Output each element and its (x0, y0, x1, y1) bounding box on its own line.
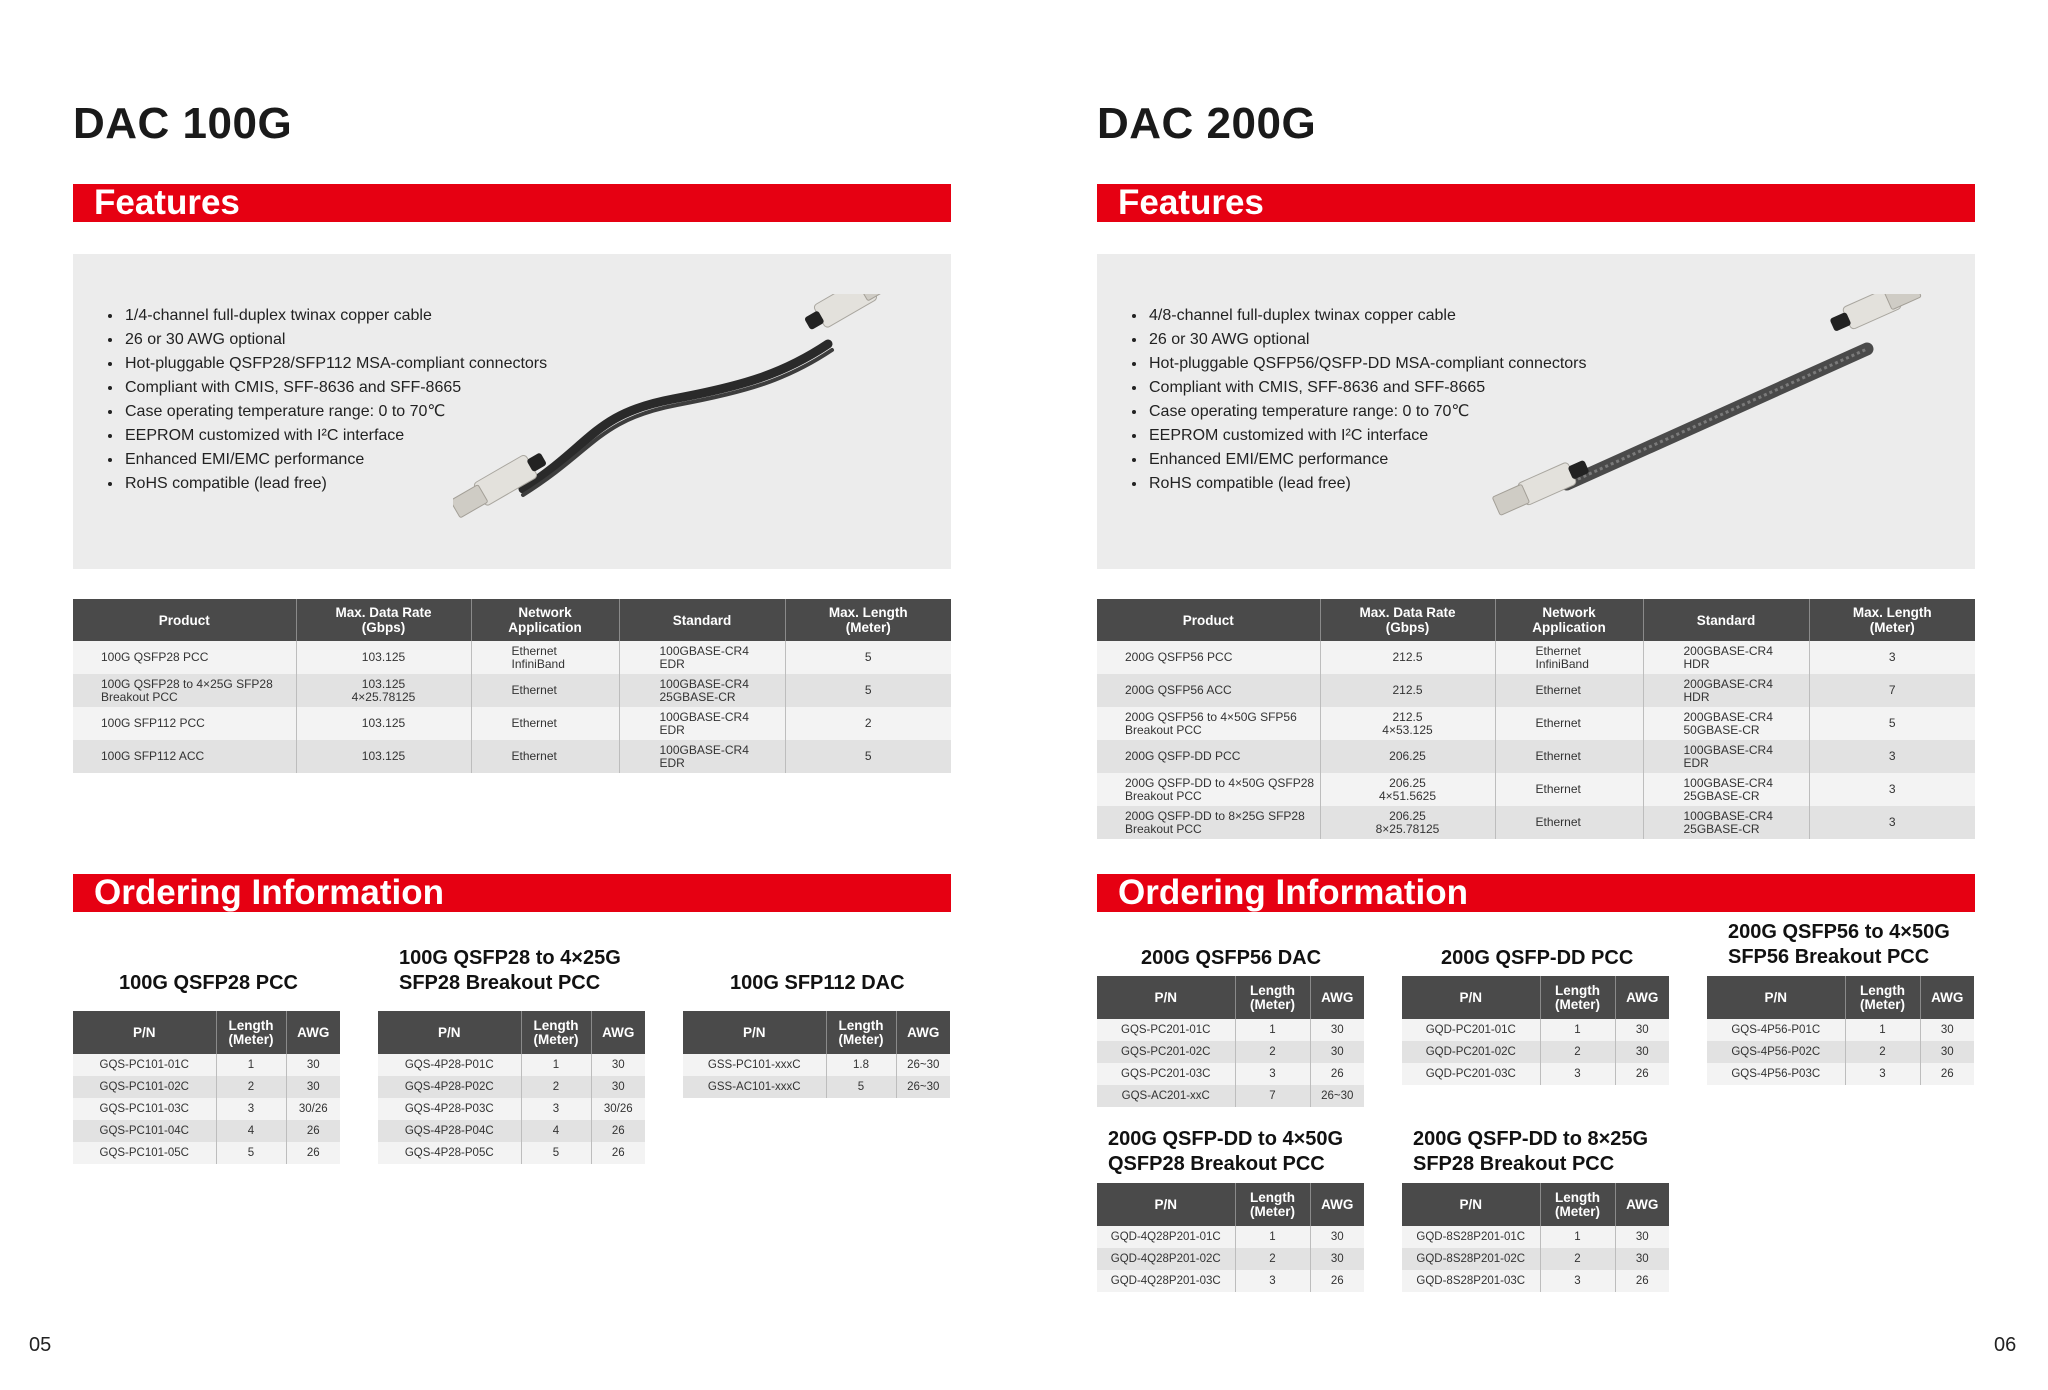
feature-item: • Enhanced EMI/EMC performance (1147, 448, 1587, 472)
table-cell: 100G SFP112 PCC (73, 707, 296, 740)
spec-table-100g (73, 599, 951, 773)
table-cell: Ethernet (1495, 773, 1643, 806)
ordering-body (378, 1054, 645, 1164)
table-row (378, 1098, 645, 1120)
table-cell: Ethernet (471, 674, 619, 707)
table-cell: 30/26 (591, 1098, 645, 1120)
table-cell: 100GBASE-CR4 EDR (619, 707, 785, 740)
table-cell: 200G QSFP-DD to 4×50G QSFP28 Breakout PCC (1097, 773, 1320, 806)
table-row (1402, 1041, 1669, 1063)
table-row (1097, 1270, 1364, 1292)
table-cell: GQS-PC201-03C (1097, 1063, 1235, 1085)
feature-item: • Hot-pluggable QSFP28/SFP112 MSA-compliant connectors (123, 352, 547, 376)
table-cell: GQS-PC101-03C (73, 1098, 216, 1120)
table-cell: GQD-4Q28P201-02C (1097, 1248, 1235, 1270)
table-cell: 26 (591, 1120, 645, 1142)
column-header: Product (73, 599, 296, 641)
table-cell: 2 (521, 1076, 591, 1098)
table-cell: 5 (216, 1142, 286, 1164)
table-cell: 206.25 8×25.78125 (1320, 806, 1495, 839)
table-cell: 1.8 (826, 1054, 896, 1076)
column-header: AWG (286, 1011, 340, 1054)
table-cell: 100GBASE-CR4 25GBASE-CR (619, 674, 785, 707)
table-row (1097, 707, 1975, 740)
column-header: AWG (896, 1011, 950, 1054)
table-cell: 26 (286, 1120, 340, 1142)
table-cell: GQS-PC101-04C (73, 1120, 216, 1142)
table-cell: Ethernet (1495, 740, 1643, 773)
table-cell: 3 (1809, 641, 1975, 674)
table-cell: GQS-4P28-P04C (378, 1120, 521, 1142)
table-cell: GSS-PC101-xxxC (683, 1054, 826, 1076)
ordering-title-qsfp28-pcc: 100G QSFP28 PCC (119, 972, 298, 994)
page-title: DAC 100G (73, 99, 293, 148)
table-cell: GQD-PC201-03C (1402, 1063, 1540, 1085)
ordering-title-qsfp56-dac: 200G QSFP56 DAC (1141, 947, 1322, 969)
feature-item: • Compliant with CMIS, SFF-8636 and SFF-8665 (1147, 376, 1587, 400)
table-row (1402, 1226, 1669, 1248)
ordering-header-row (378, 1011, 645, 1054)
table-cell: 200G QSFP56 PCC (1097, 641, 1320, 674)
page-number: 05 (29, 1334, 52, 1356)
table-cell: 26 (1920, 1063, 1974, 1085)
table-cell: 30 (1920, 1019, 1974, 1041)
ordering-table-qsfp28-pcc (73, 1011, 340, 1164)
table-cell: GQS-4P56-P01C (1707, 1019, 1845, 1041)
table-cell: 3 (521, 1098, 591, 1120)
ordering-title-qsfpdd-8x25g: 200G QSFP-DD to 8×25G SFP28 Breakout PCC (1413, 1128, 1649, 1175)
table-cell: 1 (1845, 1019, 1920, 1041)
table-cell: GQS-4P56-P03C (1707, 1063, 1845, 1085)
ordering-table-qsfp56-dac (1097, 976, 1364, 1107)
feature-item: • Enhanced EMI/EMC performance (123, 448, 547, 472)
table-cell: 103.125 (296, 641, 471, 674)
column-header: Standard (1643, 599, 1809, 641)
table-cell: 1 (216, 1054, 286, 1076)
table-cell: 4 (521, 1120, 591, 1142)
ordering-table-qsfpdd-4x50g (1097, 1183, 1364, 1292)
table-cell: 5 (785, 641, 951, 674)
column-header: Length (Meter) (1540, 1183, 1615, 1226)
column-header: AWG (1920, 976, 1974, 1019)
column-header: Network Application (471, 599, 619, 641)
column-header: AWG (1310, 976, 1364, 1019)
table-cell: Ethernet InfiniBand (471, 641, 619, 674)
features-panel (73, 254, 951, 569)
table-cell: 1 (521, 1054, 591, 1076)
table-row (1097, 773, 1975, 806)
table-cell: 200GBASE-CR4 HDR (1643, 641, 1809, 674)
table-row (1402, 1063, 1669, 1085)
table-cell: 30 (591, 1076, 645, 1098)
column-header: P/N (1402, 1183, 1540, 1226)
table-row (1097, 1248, 1364, 1270)
table-cell: 3 (1809, 740, 1975, 773)
feature-item: • EEPROM customized with I²C interface (123, 424, 547, 448)
column-header: P/N (378, 1011, 521, 1054)
feature-item: • Hot-pluggable QSFP56/QSFP-DD MSA-compliant connectors (1147, 352, 1587, 376)
table-cell: 3 (1235, 1063, 1310, 1085)
table-cell: 3 (1540, 1270, 1615, 1292)
table-row (1707, 1041, 1974, 1063)
table-row (683, 1054, 950, 1076)
column-header: Product (1097, 599, 1320, 641)
table-cell: GQD-8S28P201-01C (1402, 1226, 1540, 1248)
ordering-body (1097, 1226, 1364, 1292)
table-cell: 2 (1845, 1041, 1920, 1063)
page-right (1024, 0, 2048, 1390)
table-cell: Ethernet (1495, 707, 1643, 740)
table-cell: 3 (1845, 1063, 1920, 1085)
ordering-body (1707, 1019, 1974, 1085)
ordering-body (1402, 1226, 1669, 1292)
table-row (1097, 806, 1975, 839)
table-row (1097, 674, 1975, 707)
table-cell: 26 (1310, 1270, 1364, 1292)
table-cell: Ethernet (471, 740, 619, 773)
table-row (378, 1120, 645, 1142)
feature-item: • Case operating temperature range: 0 to 70℃ (123, 400, 547, 424)
table-row (1097, 1226, 1364, 1248)
table-row (1402, 1248, 1669, 1270)
table-cell: 5 (826, 1076, 896, 1098)
table-cell: 2 (785, 707, 951, 740)
table-cell: GSS-AC101-xxxC (683, 1076, 826, 1098)
table-row (1097, 1019, 1364, 1041)
table-row (1707, 1019, 1974, 1041)
ordering-title-qsfpdd-4x50g: 200G QSFP-DD to 4×50G QSFP28 Breakout PCC (1108, 1128, 1344, 1175)
ordering-body (73, 1054, 340, 1164)
feature-item: • 4/8-channel full-duplex twinax copper cable (1147, 304, 1587, 328)
spec-body (1097, 641, 1975, 839)
column-header: P/N (1097, 1183, 1235, 1226)
table-cell: 103.125 4×25.78125 (296, 674, 471, 707)
features-heading: Features (73, 184, 951, 222)
table-cell: GQD-PC201-01C (1402, 1019, 1540, 1041)
ordering-header-row (683, 1011, 950, 1054)
table-cell: 2 (1235, 1041, 1310, 1063)
table-row (378, 1076, 645, 1098)
table-cell: 212.5 4×53.125 (1320, 707, 1495, 740)
table-cell: 26~30 (1310, 1085, 1364, 1107)
table-cell: Ethernet InfiniBand (1495, 641, 1643, 674)
table-row (73, 1142, 340, 1164)
ordering-table-qsfpdd-8x25g (1402, 1183, 1669, 1292)
table-cell: 100GBASE-CR4 EDR (619, 641, 785, 674)
ordering-header-row (1097, 1183, 1364, 1226)
feature-item: • 26 or 30 AWG optional (1147, 328, 1587, 352)
column-header: Length (Meter) (521, 1011, 591, 1054)
table-cell: 30 (1310, 1041, 1364, 1063)
ordering-header-row (1402, 976, 1669, 1019)
table-cell: GQS-PC201-01C (1097, 1019, 1235, 1041)
ordering-body (1402, 1019, 1669, 1085)
table-cell: 3 (1540, 1063, 1615, 1085)
table-cell: 26~30 (896, 1054, 950, 1076)
ordering-table-qsfp28-breakout (378, 1011, 645, 1164)
table-cell: 30 (1920, 1041, 1974, 1063)
column-header: Length (Meter) (826, 1011, 896, 1054)
table-cell: 200GBASE-CR4 HDR (1643, 674, 1809, 707)
table-cell: 30 (1310, 1226, 1364, 1248)
feature-item: • 26 or 30 AWG optional (123, 328, 547, 352)
table-row (73, 674, 951, 707)
table-cell: 7 (1235, 1085, 1310, 1107)
column-header: P/N (1097, 976, 1235, 1019)
table-cell: GQD-4Q28P201-01C (1097, 1226, 1235, 1248)
table-cell: 7 (1809, 674, 1975, 707)
table-cell: 26 (591, 1142, 645, 1164)
table-cell: 30 (1615, 1019, 1669, 1041)
table-cell: Ethernet (471, 707, 619, 740)
table-cell: 30 (286, 1076, 340, 1098)
table-cell: 26 (1310, 1063, 1364, 1085)
table-cell: 100GBASE-CR4 EDR (1643, 740, 1809, 773)
table-cell: 5 (1809, 707, 1975, 740)
table-cell: 5 (521, 1142, 591, 1164)
table-row (73, 641, 951, 674)
table-cell: GQS-4P28-P03C (378, 1098, 521, 1120)
table-cell: 200G QSFP56 to 4×50G SFP56 Breakout PCC (1097, 707, 1320, 740)
table-cell: 26 (286, 1142, 340, 1164)
table-cell: 30 (1310, 1248, 1364, 1270)
ordering-header-row (73, 1011, 340, 1054)
column-header: AWG (591, 1011, 645, 1054)
column-header: AWG (1615, 1183, 1669, 1226)
table-cell: 5 (785, 674, 951, 707)
features-panel (1097, 254, 1975, 569)
table-cell: GQS-AC201-xxC (1097, 1085, 1235, 1107)
table-row (378, 1054, 645, 1076)
column-header: P/N (1402, 976, 1540, 1019)
column-header: Standard (619, 599, 785, 641)
ordering-table-qsfpdd-pcc (1402, 976, 1669, 1085)
column-header: Network Application (1495, 599, 1643, 641)
column-header: Max. Length (Meter) (1809, 599, 1975, 641)
feature-item: • Case operating temperature range: 0 to 70℃ (1147, 400, 1587, 424)
table-cell: 2 (1540, 1248, 1615, 1270)
column-header: Max. Data Rate (Gbps) (296, 599, 471, 641)
spec-header-row (1097, 599, 1975, 641)
table-row (1707, 1063, 1974, 1085)
column-header: AWG (1310, 1183, 1364, 1226)
spec-header-row (73, 599, 951, 641)
table-cell: 30 (286, 1054, 340, 1076)
table-row (73, 1054, 340, 1076)
table-row (73, 1098, 340, 1120)
table-cell: 200G QSFP-DD PCC (1097, 740, 1320, 773)
table-cell: 200G QSFP-DD to 8×25G SFP28 Breakout PCC (1097, 806, 1320, 839)
table-cell: 1 (1235, 1019, 1310, 1041)
table-cell: GQD-PC201-02C (1402, 1041, 1540, 1063)
feature-item: • RoHS compatible (lead free) (1147, 472, 1587, 496)
table-row (73, 707, 951, 740)
table-cell: GQS-PC101-01C (73, 1054, 216, 1076)
table-cell: 26 (1615, 1270, 1669, 1292)
table-cell: 1 (1540, 1226, 1615, 1248)
table-cell: 2 (1540, 1041, 1615, 1063)
column-header: P/N (1707, 976, 1845, 1019)
table-cell: 1 (1540, 1019, 1615, 1041)
feature-item: • 1/4-channel full-duplex twinax copper cable (123, 304, 547, 328)
spec-body (73, 641, 951, 773)
table-row (1097, 1085, 1364, 1107)
ordering-header-row (1402, 1183, 1669, 1226)
table-cell: 206.25 (1320, 740, 1495, 773)
column-header: Length (Meter) (1540, 976, 1615, 1019)
table-cell: GQD-4Q28P201-03C (1097, 1270, 1235, 1292)
table-cell: 100G QSFP28 to 4×25G SFP28 Breakout PCC (73, 674, 296, 707)
table-cell: GQS-PC201-02C (1097, 1041, 1235, 1063)
ordering-table-sfp112-dac (683, 1011, 950, 1098)
table-row (1097, 641, 1975, 674)
column-header: Length (Meter) (216, 1011, 286, 1054)
table-cell: GQD-8S28P201-03C (1402, 1270, 1540, 1292)
table-cell: 3 (1809, 806, 1975, 839)
page-number: 06 (1994, 1334, 2017, 1356)
features-heading: Features (1097, 184, 1975, 222)
table-cell: Ethernet (1495, 806, 1643, 839)
table-cell: 212.5 (1320, 641, 1495, 674)
table-cell: 2 (216, 1076, 286, 1098)
table-row (1402, 1019, 1669, 1041)
table-row (73, 1120, 340, 1142)
ordering-header-row (1097, 976, 1364, 1019)
table-cell: GQS-PC101-05C (73, 1142, 216, 1164)
column-header: Length (Meter) (1845, 976, 1920, 1019)
column-header: P/N (683, 1011, 826, 1054)
table-row (683, 1076, 950, 1098)
table-cell: 100G SFP112 ACC (73, 740, 296, 773)
qsfp56-cable-image (1477, 294, 1937, 534)
table-cell: GQS-4P56-P02C (1707, 1041, 1845, 1063)
table-cell: 103.125 (296, 740, 471, 773)
table-cell: 5 (785, 740, 951, 773)
table-row (1402, 1270, 1669, 1292)
table-cell: 100GBASE-CR4 25GBASE-CR (1643, 773, 1809, 806)
table-cell: 100G QSFP28 PCC (73, 641, 296, 674)
table-row (1097, 1041, 1364, 1063)
table-cell: GQD-8S28P201-02C (1402, 1248, 1540, 1270)
table-cell: 100GBASE-CR4 25GBASE-CR (1643, 806, 1809, 839)
table-cell: 30 (1615, 1041, 1669, 1063)
table-cell: 2 (1235, 1248, 1310, 1270)
column-header: AWG (1615, 976, 1669, 1019)
table-cell: Ethernet (1495, 674, 1643, 707)
column-header: P/N (73, 1011, 216, 1054)
table-cell: 212.5 (1320, 674, 1495, 707)
ordering-title-qsfp28-breakout: 100G QSFP28 to 4×25G SFP28 Breakout PCC (399, 947, 621, 994)
table-cell: 3 (1235, 1270, 1310, 1292)
ordering-heading: Ordering Information (1097, 874, 1975, 912)
ordering-body (683, 1054, 950, 1098)
feature-item: • RoHS compatible (lead free) (123, 472, 547, 496)
table-row (73, 1076, 340, 1098)
table-row (378, 1142, 645, 1164)
ordering-title-qsfpdd-pcc: 200G QSFP-DD PCC (1441, 947, 1634, 969)
ordering-header-row (1707, 976, 1974, 1019)
table-cell: GQS-4P28-P05C (378, 1142, 521, 1164)
table-row (1097, 740, 1975, 773)
page-title: DAC 200G (1097, 99, 1317, 148)
table-row (73, 740, 951, 773)
table-cell: 200GBASE-CR4 50GBASE-CR (1643, 707, 1809, 740)
table-cell: 30 (1310, 1019, 1364, 1041)
feature-item: • EEPROM customized with I²C interface (1147, 424, 1587, 448)
table-cell: 103.125 (296, 707, 471, 740)
table-cell: 4 (216, 1120, 286, 1142)
ordering-title-sfp112-dac: 100G SFP112 DAC (730, 972, 905, 994)
table-cell: 26 (1615, 1063, 1669, 1085)
table-cell: 100GBASE-CR4 EDR (619, 740, 785, 773)
table-cell: 30/26 (286, 1098, 340, 1120)
table-cell: 3 (216, 1098, 286, 1120)
table-cell: 1 (1235, 1226, 1310, 1248)
ordering-heading: Ordering Information (73, 874, 951, 912)
table-cell: GQS-4P28-P02C (378, 1076, 521, 1098)
table-cell: 200G QSFP56 ACC (1097, 674, 1320, 707)
column-header: Max. Length (Meter) (785, 599, 951, 641)
ordering-body (1097, 1019, 1364, 1107)
table-cell: 3 (1809, 773, 1975, 806)
column-header: Max. Data Rate (Gbps) (1320, 599, 1495, 641)
ordering-table-qsfp56-breakout (1707, 976, 1974, 1085)
feature-item: • Compliant with CMIS, SFF-8636 and SFF-8665 (123, 376, 547, 400)
qsfp28-cable-image (453, 294, 913, 534)
table-cell: GQS-4P28-P01C (378, 1054, 521, 1076)
table-cell: 206.25 4×51.5625 (1320, 773, 1495, 806)
table-row (1097, 1063, 1364, 1085)
column-header: Length (Meter) (1235, 1183, 1310, 1226)
table-cell: 26~30 (896, 1076, 950, 1098)
table-cell: 30 (591, 1054, 645, 1076)
ordering-title-qsfp56-breakout: 200G QSFP56 to 4×50G SFP56 Breakout PCC (1728, 921, 1950, 968)
spec-table-200g (1097, 599, 1975, 839)
table-cell: 30 (1615, 1248, 1669, 1270)
column-header: Length (Meter) (1235, 976, 1310, 1019)
table-cell: GQS-PC101-02C (73, 1076, 216, 1098)
table-cell: 30 (1615, 1226, 1669, 1248)
